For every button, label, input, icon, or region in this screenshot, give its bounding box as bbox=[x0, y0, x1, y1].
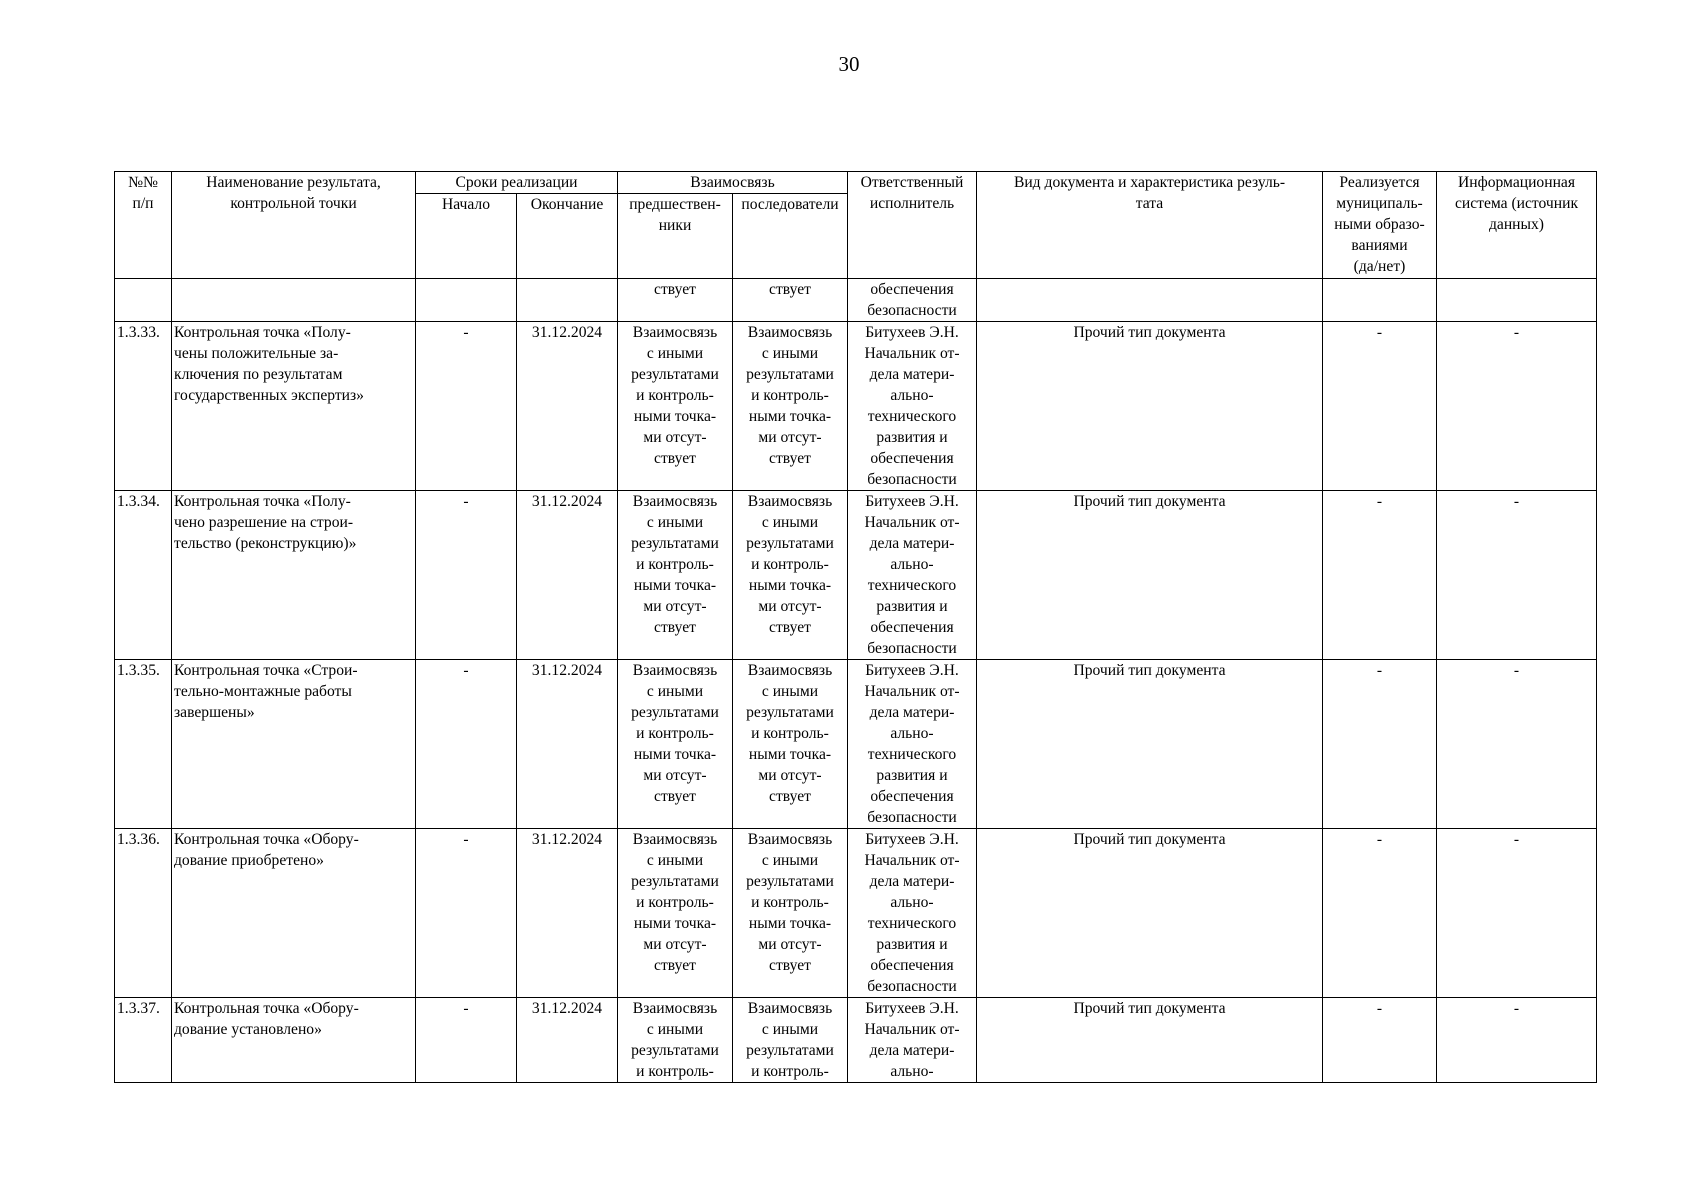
cell-num: 1.3.34. bbox=[115, 491, 172, 660]
cell-start bbox=[416, 279, 517, 322]
cell-municipal: - bbox=[1323, 660, 1437, 829]
cell-municipal: - bbox=[1323, 322, 1437, 491]
cell-num: 1.3.35. bbox=[115, 660, 172, 829]
cell-responsible: Битухеев Э.Н. Начальник от- дела матери- ально- технического развития и обеспечения безопасности bbox=[848, 491, 977, 660]
cell-responsible: Битухеев Э.Н. Начальник от- дела матери- ально- технического развития и обеспечения безопасности bbox=[848, 660, 977, 829]
cell-num: 1.3.36. bbox=[115, 829, 172, 998]
cell-end: 31.12.2024 bbox=[517, 829, 618, 998]
cell-predecessors: ствует bbox=[618, 279, 733, 322]
cell-predecessors: Взаимосвязь с иными результатами и контроль- bbox=[618, 998, 733, 1083]
header-end: Окончание bbox=[517, 194, 618, 279]
cell-predecessors: Взаимосвязь с иными результатами и контроль- ными точка- ми отсут- ствует bbox=[618, 829, 733, 998]
cell-responsible: Битухеев Э.Н. Начальник от- дела матери- ально- технического развития и обеспечения безопасности bbox=[848, 829, 977, 998]
page-number: 30 bbox=[838, 52, 860, 76]
cell-start: - bbox=[416, 829, 517, 998]
cell-name: Контрольная точка «Строи- тельно-монтажные работы завершены» bbox=[172, 660, 416, 829]
header-num: №№ п/п bbox=[115, 172, 172, 279]
cell-successors: Взаимосвязь с иными результатами и контроль- ными точка- ми отсут- ствует bbox=[733, 491, 848, 660]
header-start: Начало bbox=[416, 194, 517, 279]
cell-municipal: - bbox=[1323, 829, 1437, 998]
table-row bbox=[115, 322, 1597, 491]
cell-document: Прочий тип документа bbox=[977, 491, 1323, 660]
cell-document: Прочий тип документа bbox=[977, 660, 1323, 829]
cell-name: Контрольная точка «Полу- чены положительные за- ключения по результатам государственных экспертиз» bbox=[172, 322, 416, 491]
header-link: Взаимосвязь bbox=[618, 172, 848, 194]
cell-start: - bbox=[416, 660, 517, 829]
results-table bbox=[114, 171, 1597, 1083]
cell-predecessors: Взаимосвязь с иными результатами и контроль- ными точка- ми отсут- ствует bbox=[618, 660, 733, 829]
cell-info-system: - bbox=[1437, 491, 1597, 660]
cell-predecessors: Взаимосвязь с иными результатами и контроль- ными точка- ми отсут- ствует bbox=[618, 491, 733, 660]
cell-successors: Взаимосвязь с иными результатами и контроль- ными точка- ми отсут- ствует bbox=[733, 322, 848, 491]
cell-info-system: - bbox=[1437, 660, 1597, 829]
header-info-system: Информационная система (источник данных) bbox=[1437, 172, 1597, 279]
header-predecessors: предшествен- ники bbox=[618, 194, 733, 279]
cell-document: Прочий тип документа bbox=[977, 322, 1323, 491]
table-row bbox=[115, 660, 1597, 829]
header-terms: Сроки реализации bbox=[416, 172, 618, 194]
cell-name: Контрольная точка «Обору- дование установлено» bbox=[172, 998, 416, 1083]
cell-responsible: Битухеев Э.Н. Начальник от- дела матери- ально- технического развития и обеспечения безопасности bbox=[848, 322, 977, 491]
cell-start: - bbox=[416, 491, 517, 660]
cell-name: Контрольная точка «Обору- дование приобретено» bbox=[172, 829, 416, 998]
cell-successors: Взаимосвязь с иными результатами и контроль- bbox=[733, 998, 848, 1083]
cell-start: - bbox=[416, 322, 517, 491]
header-responsible: Ответственный исполнитель bbox=[848, 172, 977, 279]
cell-num: 1.3.33. bbox=[115, 322, 172, 491]
table-row bbox=[115, 491, 1597, 660]
table-body bbox=[115, 279, 1597, 1083]
cell-responsible: Битухеев Э.Н. Начальник от- дела матери- ально- bbox=[848, 998, 977, 1083]
cell-municipal: - bbox=[1323, 491, 1437, 660]
table-header bbox=[115, 172, 1597, 279]
cell-document: Прочий тип документа bbox=[977, 998, 1323, 1083]
cell-end: 31.12.2024 bbox=[517, 491, 618, 660]
cell-successors: Взаимосвязь с иными результатами и контроль- ными точка- ми отсут- ствует bbox=[733, 829, 848, 998]
table-row bbox=[115, 998, 1597, 1083]
cell-start: - bbox=[416, 998, 517, 1083]
header-successors: последователи bbox=[733, 194, 848, 279]
cell-document bbox=[977, 279, 1323, 322]
table-row-continuation bbox=[115, 279, 1597, 322]
header-name: Наименование результата, контрольной точки bbox=[172, 172, 416, 279]
cell-num: 1.3.37. bbox=[115, 998, 172, 1083]
cell-successors: Взаимосвязь с иными результатами и контроль- ными точка- ми отсут- ствует bbox=[733, 660, 848, 829]
cell-responsible: обеспечения безопасности bbox=[848, 279, 977, 322]
cell-end: 31.12.2024 bbox=[517, 660, 618, 829]
cell-predecessors: Взаимосвязь с иными результатами и контроль- ными точка- ми отсут- ствует bbox=[618, 322, 733, 491]
cell-info-system: - bbox=[1437, 322, 1597, 491]
header-document: Вид документа и характеристика резуль- тата bbox=[977, 172, 1323, 279]
cell-num bbox=[115, 279, 172, 322]
cell-document: Прочий тип документа bbox=[977, 829, 1323, 998]
cell-name: Контрольная точка «Полу- чено разрешение на строи- тельство (реконструкцию)» bbox=[172, 491, 416, 660]
cell-end: 31.12.2024 bbox=[517, 322, 618, 491]
cell-end: 31.12.2024 bbox=[517, 998, 618, 1083]
cell-municipal: - bbox=[1323, 998, 1437, 1083]
cell-end bbox=[517, 279, 618, 322]
table-row bbox=[115, 829, 1597, 998]
cell-municipal bbox=[1323, 279, 1437, 322]
header-municipal: Реализуется муниципаль- ными образо- ваниями (да/нет) bbox=[1323, 172, 1437, 279]
cell-successors: ствует bbox=[733, 279, 848, 322]
cell-info-system bbox=[1437, 279, 1597, 322]
cell-info-system: - bbox=[1437, 829, 1597, 998]
cell-info-system: - bbox=[1437, 998, 1597, 1083]
cell-name bbox=[172, 279, 416, 322]
